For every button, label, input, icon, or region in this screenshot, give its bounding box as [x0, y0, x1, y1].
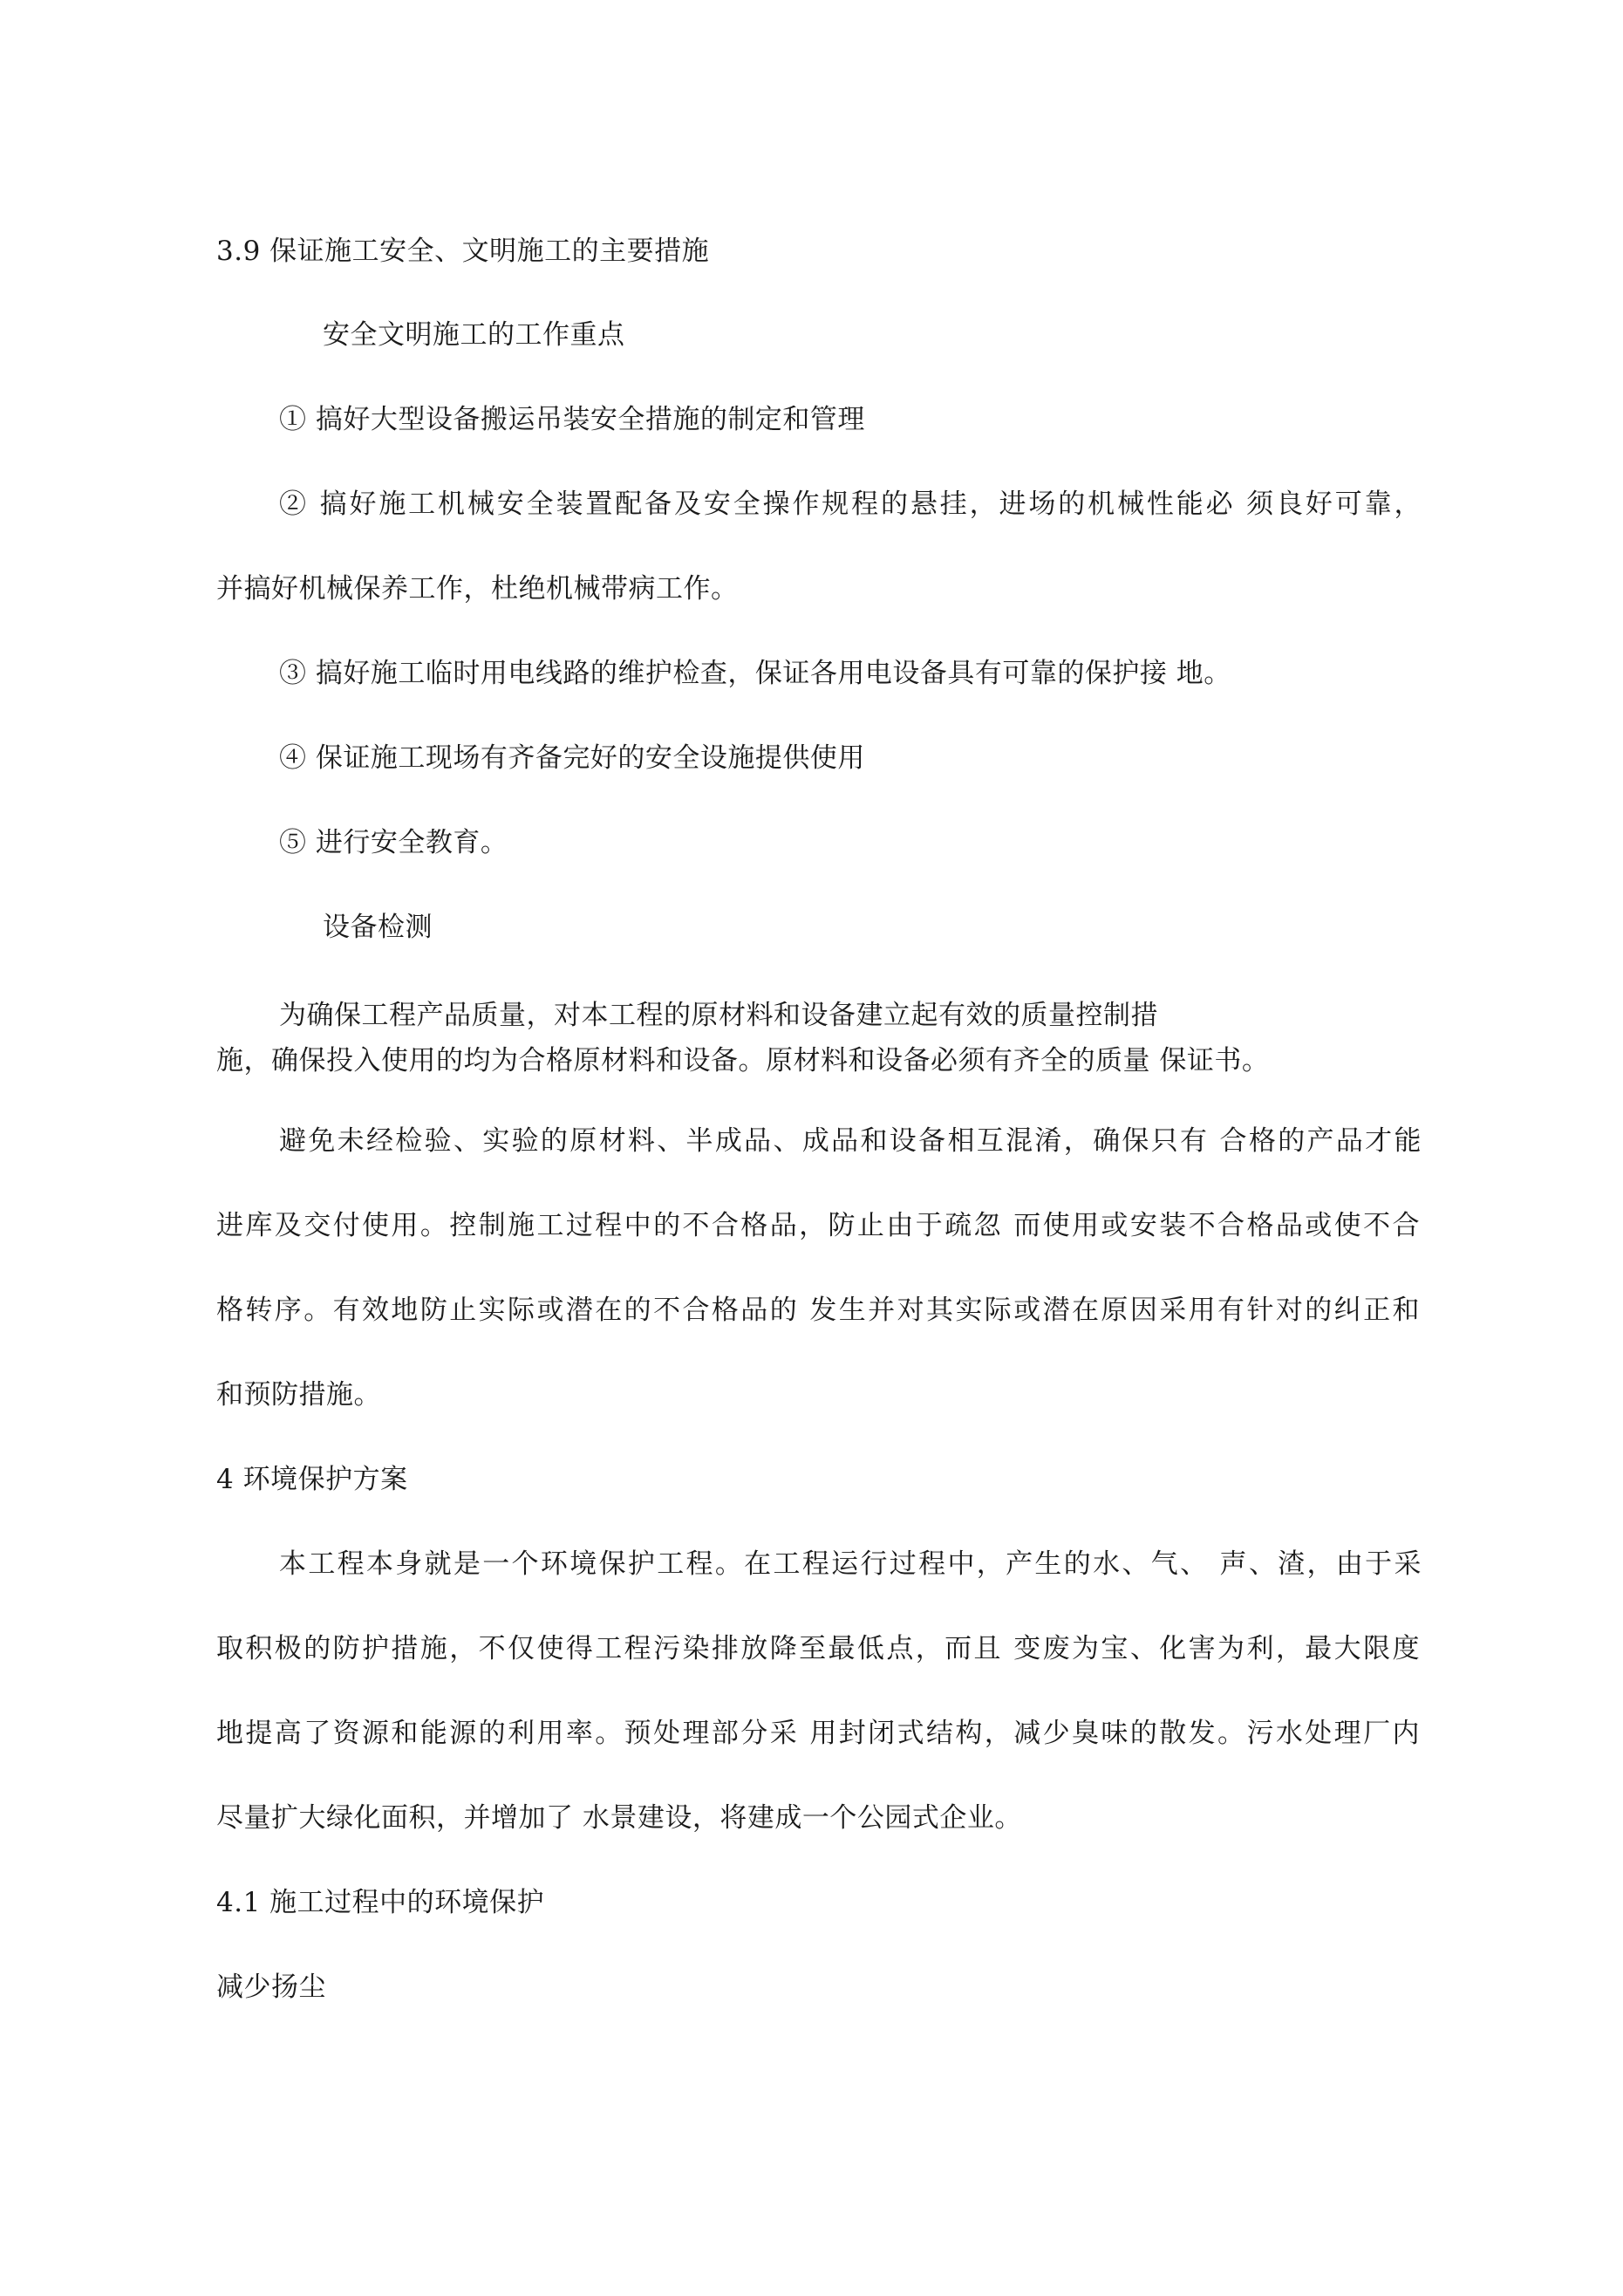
safety-item-3: ③ 搞好施工临时用电线路的维护检查，保证各用电设备具有可靠的保护接 地。	[279, 658, 1231, 689]
safety-item-1: ① 搞好大型设备搬运吊装安全措施的制定和管理	[279, 404, 865, 435]
quality-paragraph-line-2: 进库及交付使用。控制施工过程中的不合格品，防止由于疏忽 而使用或安装不合格品或使不合	[216, 1210, 1420, 1241]
section-4-1-heading: 4.1 施工过程中的环境保护	[216, 1887, 545, 1918]
env-paragraph-line-1: 本工程本身就是一个环境保护工程。在工程运行过程中，产生的水、气、 声、渣，由于采	[279, 1548, 1422, 1580]
quality-paragraph-line-3: 格转序。有效地防止实际或潜在的不合格品的 发生并对其实际或潜在原因采用有针对的纠正和	[216, 1295, 1420, 1326]
section-3-9-heading: 3.9 保证施工安全、文明施工的主要措施	[216, 236, 710, 267]
equipment-subheading: 设备检测	[323, 912, 433, 943]
safety-item-2-cont: 并搞好机械保养工作，杜绝机械带病工作。	[216, 573, 739, 605]
dust-heading: 减少扬尘	[216, 1971, 326, 2003]
quality-paragraph-line-1: 避免未经检验、实验的原材料、半成品、成品和设备相互混淆，确保只有 合格的产品才能	[279, 1125, 1422, 1157]
env-paragraph-line-2: 取积极的防护措施，不仅使得工程污染排放降至最低点，而且 变废为宝、化害为利，最大限度	[216, 1633, 1420, 1664]
safety-item-4: ④ 保证施工现场有齐备完好的安全设施提供使用	[279, 742, 865, 774]
section-4-heading: 4 环境保护方案	[216, 1464, 408, 1495]
quality-paragraph-line-4: 和预防措施。	[216, 1379, 381, 1411]
safety-item-2: ② 搞好施工机械安全装置配备及安全操作规程的悬挂，进场的机械性能必 须良好可靠，	[279, 489, 1422, 520]
safety-item-5: ⑤ 进行安全教育。	[279, 827, 508, 858]
equipment-paragraph-line-2: 施，确保投入使用的均为合格原材料和设备。原材料和设备必须有齐全的质量 保证书。	[216, 1045, 1270, 1076]
safety-subheading: 安全文明施工的工作重点	[323, 319, 625, 351]
env-paragraph-line-4: 尽量扩大绿化面积，并增加了 水景建设，将建成一个公园式企业。	[216, 1802, 1022, 1834]
equipment-paragraph-line-1: 为确保工程产品质量，对本工程的原材料和设备建立起有效的质量控制措	[279, 1000, 1158, 1031]
env-paragraph-line-3: 地提高了资源和能源的利用率。预处理部分采 用封闭式结构，减少臭味的散发。污水处理厂内	[216, 1718, 1420, 1749]
